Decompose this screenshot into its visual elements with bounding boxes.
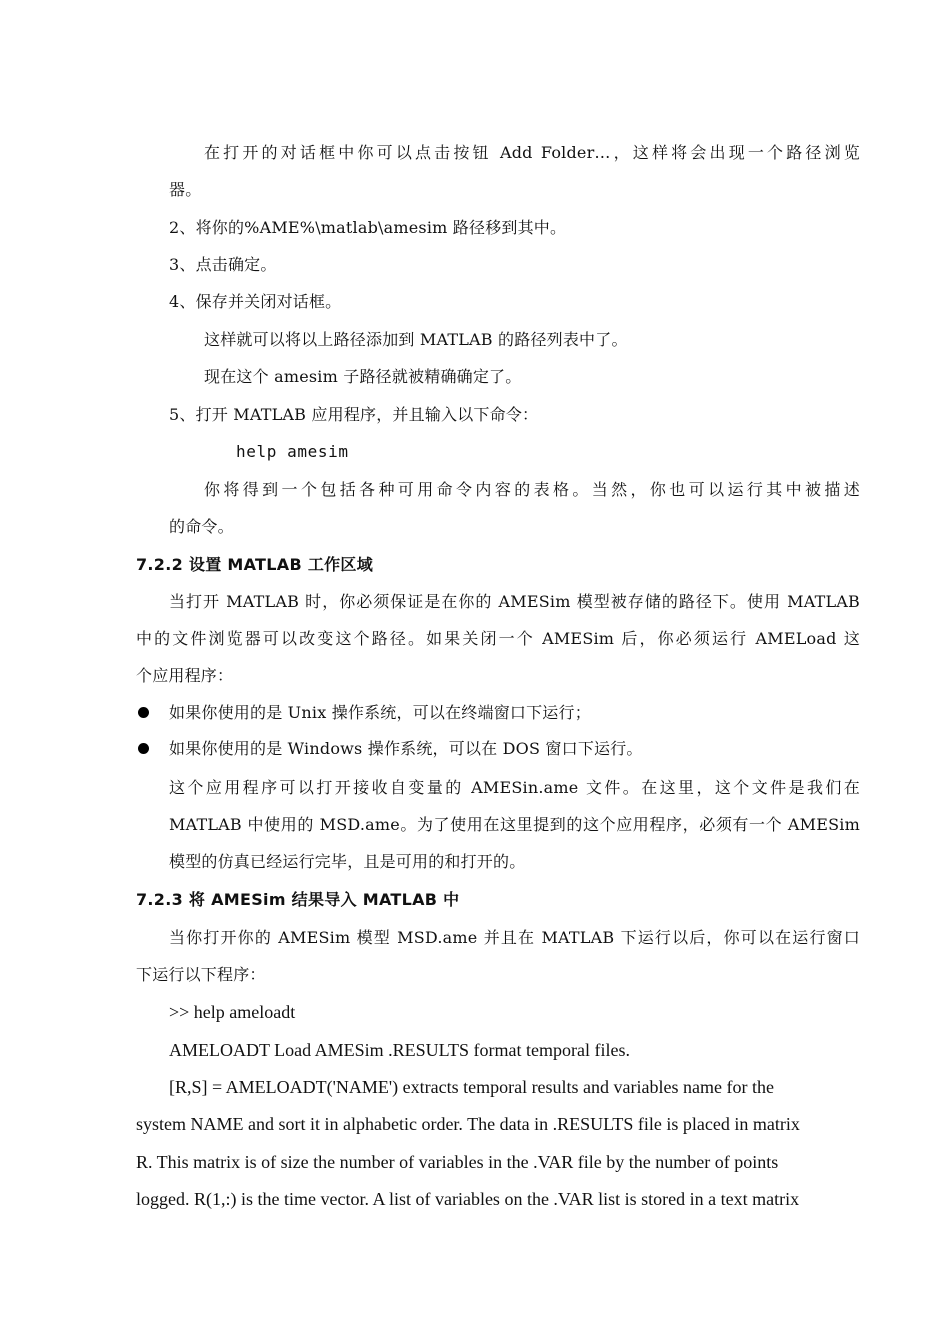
path-added-note: 这样就可以将以上路径添加到 MATLAB 的路径列表中了。 [204, 330, 628, 349]
section-723-heading: 7.2.3 将 AMESim 结果导入 MATLAB 中 [136, 890, 460, 909]
step-4-text: 4、保存并关闭对话框。 [169, 292, 342, 311]
ameloadt-help-line-3: R. This matrix is of size the number of variables in the .VAR file by the number of points [136, 1152, 779, 1172]
application-description-line-3: 模型的仿真已经运行完毕，且是可用的和打开的。 [169, 852, 526, 871]
section-722-heading: 7.2.2 设置 MATLAB 工作区域 [136, 555, 374, 574]
step-5-text: 5、打开 MATLAB 应用程序，并且输入以下命令： [169, 405, 539, 424]
ameloadt-help-line-2: system NAME and sort it in alphabetic order. The data in .RESULTS file is placed in matrix [136, 1114, 800, 1134]
help-amesim-command: help amesim [236, 442, 349, 461]
subpath-note: 现在这个 amesim 子路径就被精确确定了。 [204, 367, 522, 386]
result-description-line-1: 你将得到一个包括各种可用命令内容的表格。当然，你也可以运行其中被描述 [204, 480, 860, 499]
bullet-icon [138, 743, 149, 754]
unix-bullet-text: 如果你使用的是 Unix 操作系统，可以在终端窗口下运行； [169, 703, 591, 722]
ameloadt-help-line-1: [R,S] = AMELOADT('NAME') extracts temporal results and variables name for the [169, 1077, 774, 1097]
intro-paragraph-line-2: 器。 [169, 180, 202, 199]
section-723-line-2: 下运行以下程序： [136, 965, 266, 984]
step-2-text: 2、将你的%AME%\matlab\amesim 路径移到其中。 [169, 218, 567, 237]
intro-paragraph-line-1: 在打开的对话框中你可以点击按钮 Add Folder…，这样将会出现一个路径浏览 [204, 143, 860, 162]
result-description-line-2: 的命令。 [169, 517, 234, 536]
step-3-text: 3、点击确定。 [169, 255, 277, 274]
ameloadt-help-line-4: logged. R(1,:) is the time vector. A list of variables on the .VAR list is stored in a text matrix [136, 1189, 800, 1209]
application-description-line-1: 这个应用程序可以打开接收自变量的 AMESin.ame 文件。在这里，这个文件是我们在 [169, 778, 860, 797]
section-723-line-1: 当你打开你的 AMESim 模型 MSD.ame 并且在 MATLAB 下运行以后，你可以在运行窗口 [169, 928, 860, 947]
bullet-icon [138, 707, 149, 718]
section-722-line-2: 中的文件浏览器可以改变这个路径。如果关闭一个 AMESim 后，你必须运行 AMELoad 这 [136, 629, 860, 648]
section-722-line-3: 个应用程序： [136, 666, 234, 685]
help-ameloadt-command: >> help ameloadt [169, 1002, 296, 1022]
section-722-line-1: 当打开 MATLAB 时，你必须保证是在你的 AMESim 模型被存储的路径下。使用 MATLAB [169, 592, 860, 611]
windows-bullet-text: 如果你使用的是 Windows 操作系统，可以在 DOS 窗口下运行。 [169, 739, 643, 758]
ameloadt-help-title: AMELOADT Load AMESim .RESULTS format temporal files. [169, 1040, 630, 1060]
application-description-line-2: MATLAB 中使用的 MSD.ame。为了使用在这里提到的这个应用程序，必须有一个 AMESim [169, 815, 860, 834]
